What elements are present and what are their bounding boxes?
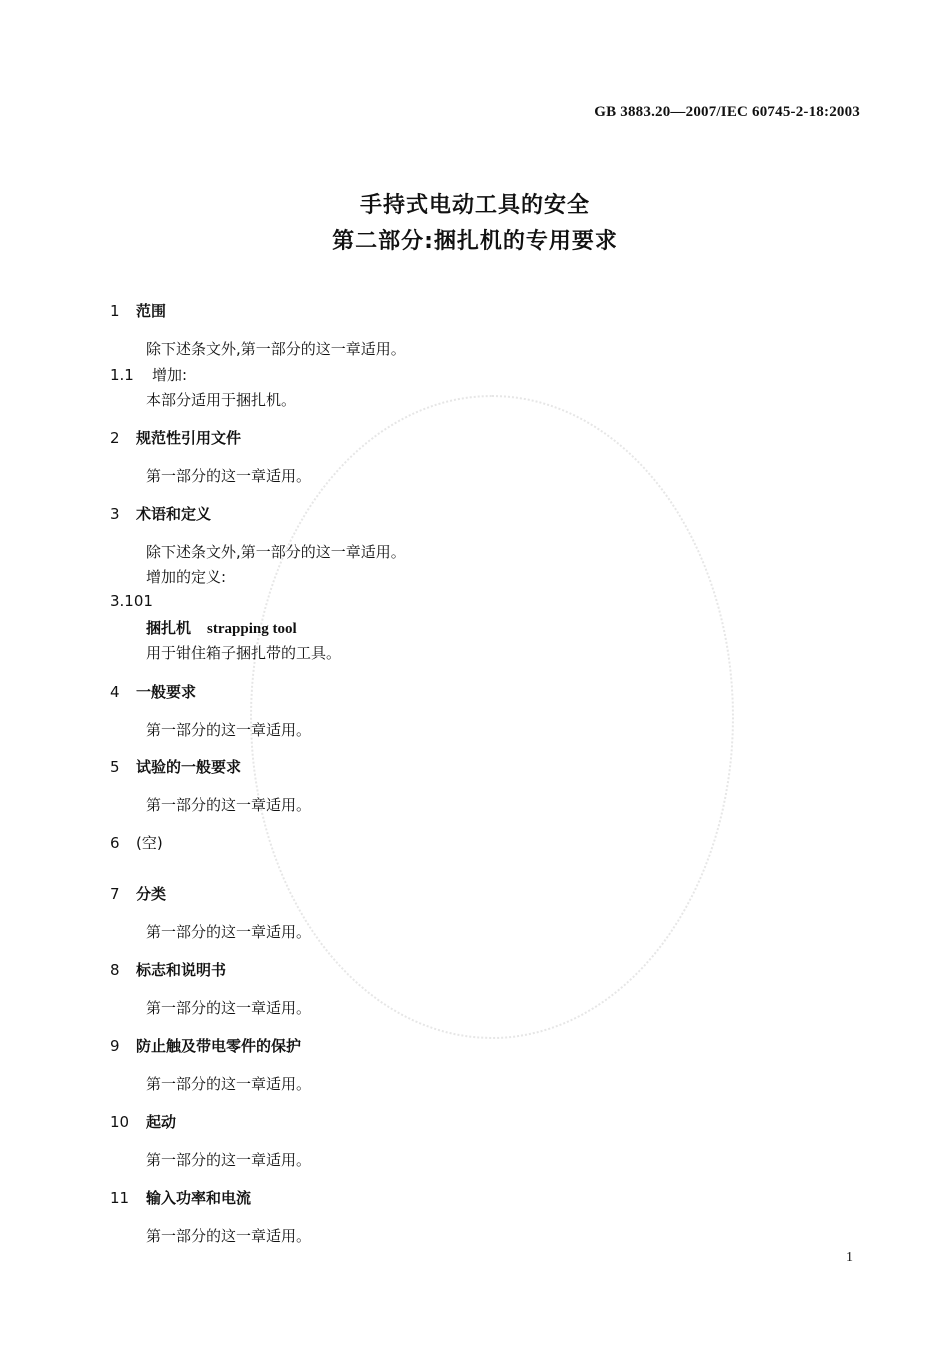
clause-1-1-text: 本部分适用于捆扎机。	[146, 391, 297, 409]
section-9-text: 第一部分的这一章适用。	[146, 1075, 312, 1093]
section-number: 1	[110, 302, 120, 320]
section-5-text: 第一部分的这一章适用。	[146, 796, 312, 814]
section-4-text: 第一部分的这一章适用。	[146, 721, 312, 739]
title-line-1: 手持式电动工具的安全	[359, 193, 590, 218]
section-title: (空)	[136, 834, 163, 852]
section-3-text-2: 增加的定义:	[146, 568, 227, 586]
section-6-heading	[110, 832, 163, 853]
section-2-text: 第一部分的这一章适用。	[146, 467, 312, 485]
section-number: 8	[110, 961, 120, 979]
section-number: 2	[110, 429, 120, 447]
section-number: 11	[110, 1189, 130, 1207]
section-number: 4	[110, 683, 120, 701]
section-1-heading	[110, 300, 166, 321]
section-5-heading	[110, 756, 241, 777]
section-title: 分类	[136, 885, 167, 903]
section-2-heading	[110, 427, 241, 448]
section-title: 术语和定义	[136, 505, 212, 523]
term-chinese: 捆扎机	[146, 619, 192, 637]
section-title: 试验的一般要求	[136, 758, 242, 776]
section-number: 5	[110, 758, 120, 776]
standard-code: GB 3883.20—2007/IEC 60745-2-18:2003	[594, 104, 860, 120]
section-3-text: 除下述条文外,第一部分的这一章适用。	[146, 543, 406, 561]
section-1-text: 除下述条文外,第一部分的这一章适用。	[146, 340, 406, 358]
section-11-heading	[110, 1187, 251, 1208]
watermark-seal	[250, 395, 734, 1039]
section-8-heading	[110, 959, 226, 980]
section-9-heading	[110, 1035, 301, 1056]
section-8-text: 第一部分的这一章适用。	[146, 999, 312, 1017]
section-7-text: 第一部分的这一章适用。	[146, 923, 312, 941]
clause-label: 增加:	[152, 366, 188, 384]
clause-3-101-definition: 用于钳住箱子捆扎带的工具。	[146, 644, 342, 662]
section-title: 一般要求	[136, 683, 197, 701]
section-3-heading	[110, 503, 211, 524]
term-english: strapping tool	[207, 621, 297, 637]
section-title: 起动	[146, 1113, 177, 1131]
section-number: 9	[110, 1037, 120, 1055]
section-title: 输入功率和电流	[146, 1189, 252, 1207]
section-number: 6	[110, 834, 120, 852]
clause-1-1	[110, 364, 187, 385]
section-number: 3	[110, 505, 120, 523]
section-title: 防止触及带电零件的保护	[136, 1037, 302, 1055]
section-title: 范围	[136, 302, 167, 320]
clause-number: 1.1	[110, 366, 134, 384]
page-number: 1	[846, 1250, 853, 1265]
section-4-heading	[110, 681, 196, 702]
title-line-2: 第二部分:捆扎机的专用要求	[332, 229, 618, 254]
section-title: 规范性引用文件	[136, 429, 242, 447]
clause-3-101-term	[146, 617, 297, 638]
section-title: 标志和说明书	[136, 961, 227, 979]
clause-3-101-number: 3.101	[110, 592, 153, 610]
section-10-text: 第一部分的这一章适用。	[146, 1151, 312, 1169]
section-number: 10	[110, 1113, 130, 1131]
section-number: 7	[110, 885, 120, 903]
section-11-text: 第一部分的这一章适用。	[146, 1227, 312, 1245]
section-10-heading	[110, 1111, 176, 1132]
section-7-heading	[110, 883, 166, 904]
